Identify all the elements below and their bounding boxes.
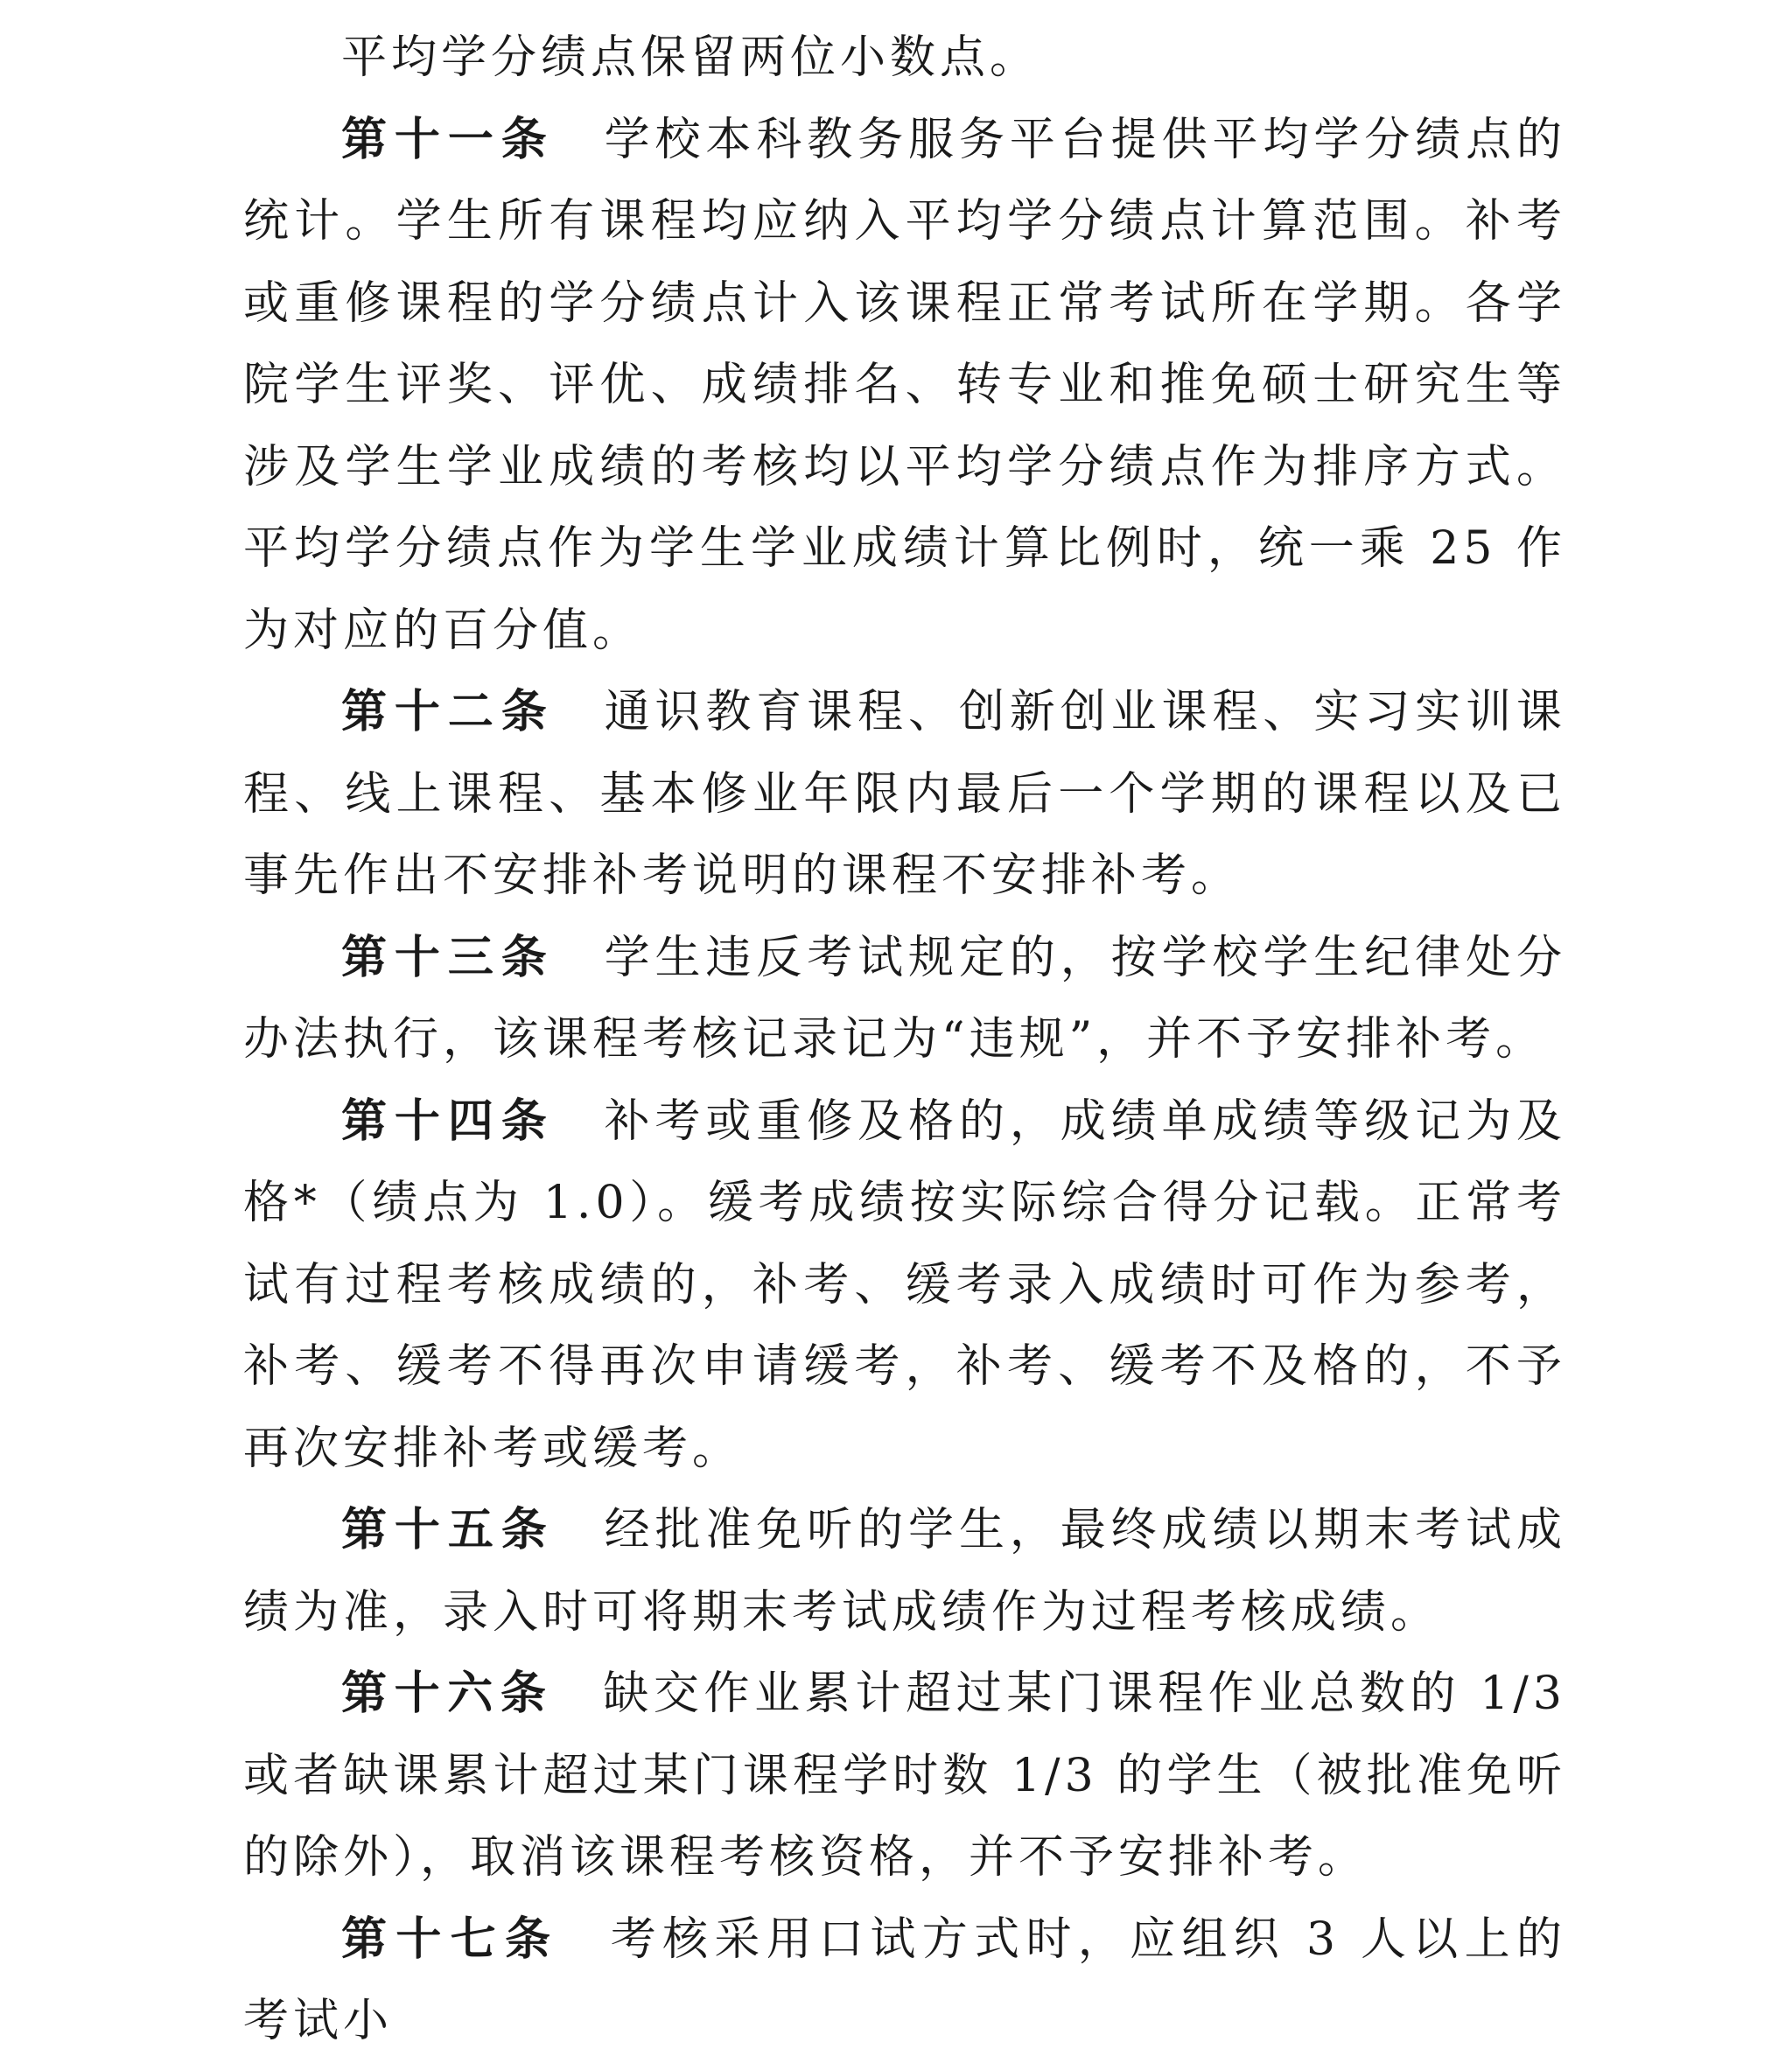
article-title: 第十七条 (341, 1913, 560, 1966)
article-title: 第十五条 (341, 1504, 555, 1556)
paragraph-continuation (243, 17, 1566, 100)
document-page (243, 17, 1566, 2063)
article-text: 学生违反考试规定的，按学校学生纪律处分办法执行，该课程考核记录记为“违规”，并不予安排补考。 (243, 931, 1566, 1066)
article-text: 补考或重修及格的，成绩单成绩等级记为及格*（绩点为 1.0）。缓考成绩按实际综合得分记载。正常考试有过程考核成绩的，补考、缓考录入成绩时可作为参考，补考、缓考不得再次申请缓考，补考、缓考不及格的，不予再次安排补考或缓考。 (243, 1094, 1566, 1475)
article-17 (243, 1899, 1566, 2063)
article-title: 第十四条 (341, 1094, 555, 1148)
article-title: 第十二条 (341, 686, 555, 738)
article-text: 通识教育课程、创新创业课程、实习实训课程、线上课程、基本修业年限内最后一个学期的课程以及已事先作出不安排补考说明的课程不安排补考。 (243, 686, 1566, 902)
article-15 (243, 1490, 1566, 1654)
article-14 (243, 1081, 1566, 1491)
article-16 (243, 1654, 1566, 1899)
article-text: 经批准免听的学生，最终成绩以期末考试成绩为准，录入时可将期末考试成绩作为过程考核成绩。 (243, 1504, 1566, 1639)
article-text: 考核采用口试方式时，应组织 3 人以上的考试小 (243, 1913, 1566, 2047)
article-text: 学校本科教务服务平台提供平均学分绩点的统计。学生所有课程均应纳入平均学分绩点计算范围。补考或重修课程的学分绩点计入该课程正常考试所在学期。各学院学生评奖、评优、成绩排名、转专业和推免硕士研究生等涉及学生学业成绩的考核均以平均学分绩点作为排序方式。平均学分绩点作为学生学业成绩计算比例时，统一乘 25 作为对应的百分值。 (243, 113, 1566, 657)
paragraph-text: 平均学分绩点保留两位小数点。 (341, 31, 1040, 84)
article-title: 第十六条 (341, 1668, 554, 1720)
article-title: 第十三条 (341, 931, 555, 984)
article-text: 缺交作业累计超过某门课程作业总数的 1/3 或者缺课累计超过某门课程学时数 1/3 的学生（被批准免听的除外），取消该课程考核资格，并不予安排补考。 (243, 1668, 1566, 1884)
article-title: 第十一条 (341, 113, 555, 166)
article-12 (243, 672, 1566, 918)
article-13 (243, 918, 1566, 1081)
article-11 (243, 100, 1566, 673)
